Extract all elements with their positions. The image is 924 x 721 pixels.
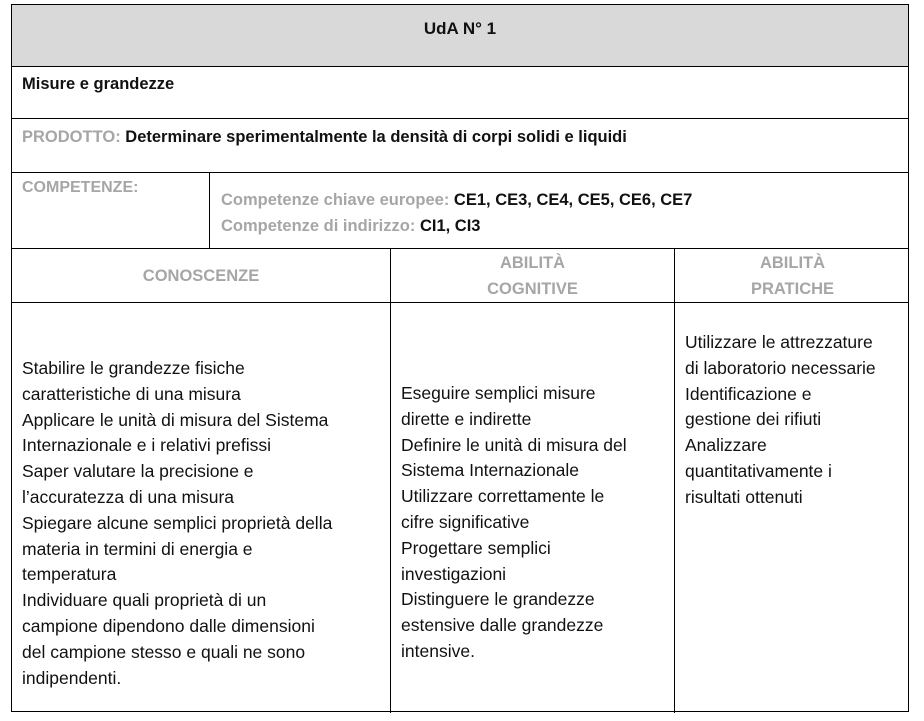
conoscenze-line: temperatura	[22, 564, 117, 585]
header-abilita-cognitive-line2: COGNITIVE	[487, 279, 578, 298]
abilita-pratiche-line: gestione dei rifiuti	[685, 409, 822, 430]
conoscenze-line: caratteristiche di una misura	[22, 383, 241, 404]
abilita-cognitive-line: Eseguire semplici misure	[401, 383, 596, 403]
conoscenze-line: del campione stesso e quali ne sono	[22, 641, 306, 662]
conoscenze-cell	[12, 303, 391, 713]
column-header-row	[12, 249, 908, 303]
abilita-pratiche-line: Identificazione e	[685, 383, 812, 404]
conoscenze-line: Stabilire le grandezze fisiche	[22, 358, 245, 378]
conoscenze-line: materia in termini di energia e	[22, 538, 253, 559]
header-conoscenze-text: CONOSCENZE	[142, 266, 260, 285]
header-abilita-cognitive-line1: ABILITÀ	[499, 253, 566, 272]
abilita-pratiche-line: Utilizzare le attrezzature	[685, 332, 873, 352]
abilita-cognitive-line: Utilizzare correttamente le	[401, 486, 605, 507]
abilita-pratiche-cell	[675, 303, 910, 713]
header-abilita-pratiche-line2: PRATICHE	[750, 279, 835, 298]
competenze-values-cell	[221, 187, 692, 239]
unit-name: Misure e grandezze	[22, 75, 175, 93]
competenze-chiave-value: CE1, CE3, CE4, CE5, CE6, CE7	[453, 191, 693, 209]
competenze-row	[12, 173, 908, 249]
prodotto-value: Determinare sperimentalmente la densità di corpi solidi e liquidi	[125, 128, 627, 146]
competenze-label: COMPETENZE:	[22, 179, 139, 196]
uda-title: UdA N° 1	[423, 19, 497, 38]
uda-table	[11, 4, 909, 712]
prodotto-label: PRODOTTO:	[22, 128, 121, 146]
abilita-cognitive-line: estensive dalle grandezze	[401, 615, 604, 636]
competenze-indirizzo-label: Competenze di indirizzo:	[221, 217, 416, 235]
abilita-cognitive-line: cifre significative	[401, 511, 530, 532]
abilita-cognitive-line: intensive.	[401, 640, 475, 661]
abilita-cognitive-line: dirette e indirette	[401, 408, 532, 429]
conoscenze-line: l’accuratezza di una misura	[22, 486, 235, 507]
abilita-pratiche-line: risultati ottenuti	[685, 486, 803, 507]
title-row	[12, 5, 908, 67]
header-abilita-pratiche-line1: ABILITÀ	[759, 253, 826, 272]
conoscenze-line: indipendenti.	[22, 667, 122, 688]
abilita-pratiche-line: Analizzare	[685, 435, 767, 456]
content-row	[12, 303, 908, 713]
abilita-cognitive-line: Definire le unità di misura del	[401, 434, 627, 455]
conoscenze-line: Saper valutare la precisione e	[22, 461, 254, 482]
header-abilita-cognitive	[391, 249, 675, 302]
prodotto-row	[12, 119, 908, 173]
abilita-pratiche-line: quantitativamente i	[685, 460, 832, 481]
abilita-pratiche-line: di laboratorio necessarie	[685, 357, 876, 378]
abilita-cognitive-list	[401, 381, 627, 665]
abilita-cognitive-line: Progettare semplici	[401, 537, 551, 558]
unit-name-row	[12, 67, 908, 119]
header-conoscenze	[12, 249, 391, 302]
conoscenze-line: Internazionale e i relativi prefissi	[22, 435, 272, 456]
conoscenze-line: Individuare quali proprietà di un	[22, 590, 267, 611]
conoscenze-line: Applicare le unità di misura del Sistema	[22, 409, 329, 430]
conoscenze-line: campione dipendono dalle dimensioni	[22, 615, 315, 636]
abilita-cognitive-line: investigazioni	[401, 563, 507, 584]
abilita-pratiche-list	[685, 330, 876, 511]
competenze-label-cell	[12, 173, 210, 248]
abilita-cognitive-cell	[391, 303, 675, 713]
conoscenze-list	[22, 356, 332, 691]
abilita-cognitive-line: Sistema Internazionale	[401, 460, 580, 481]
header-abilita-pratiche	[675, 249, 910, 302]
conoscenze-line: Spiegare alcune semplici proprietà della	[22, 512, 333, 533]
abilita-cognitive-line: Distinguere le grandezze	[401, 589, 595, 610]
competenze-chiave-label: Competenze chiave europee:	[221, 191, 450, 209]
competenze-indirizzo-value: CI1, CI3	[419, 217, 481, 235]
